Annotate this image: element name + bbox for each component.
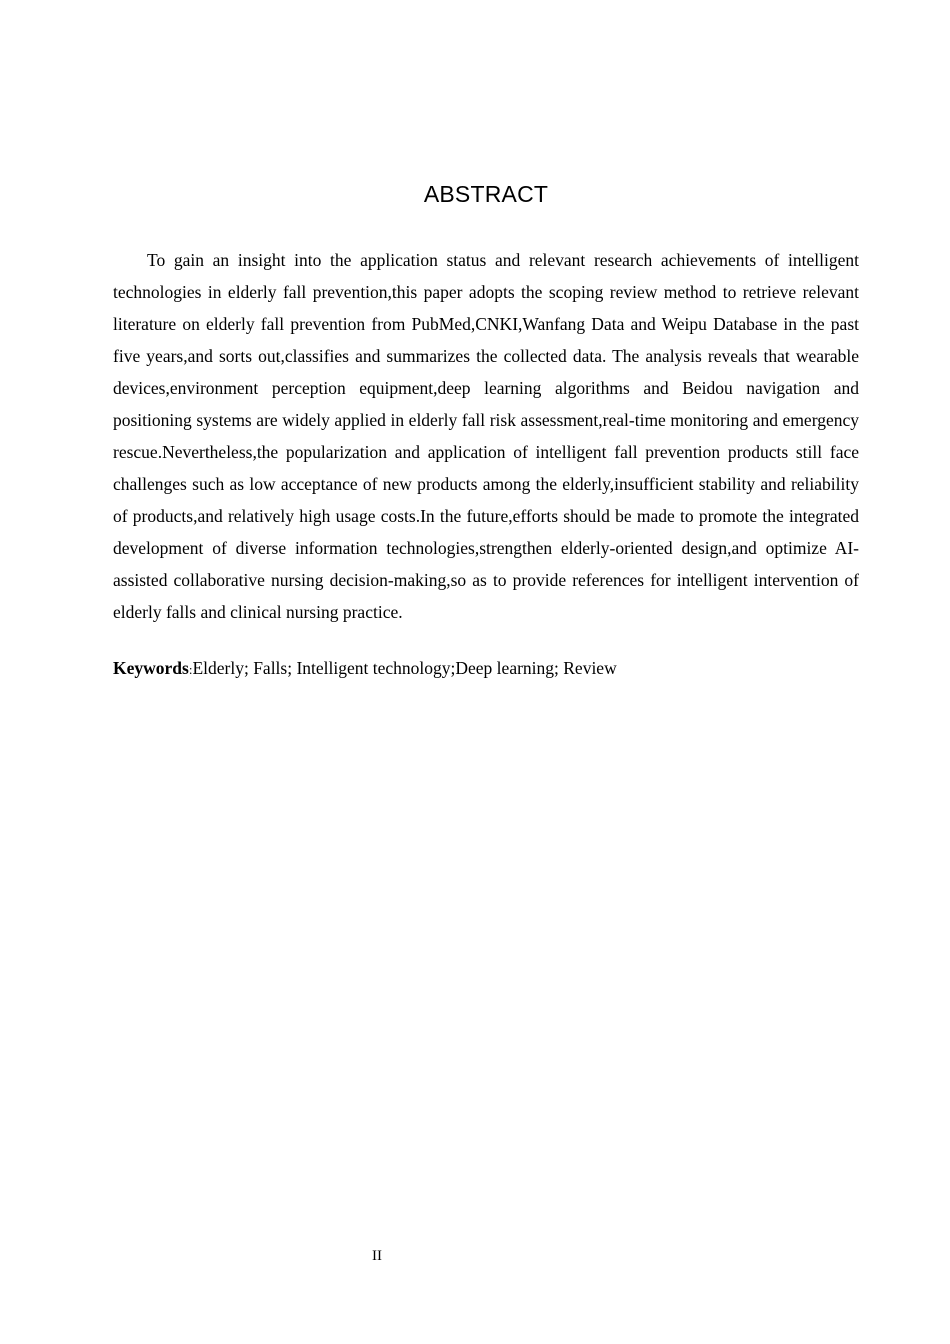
keywords-list: Elderly; Falls; Intelligent technology;Deep learning; Review [192, 658, 617, 678]
keywords-separator: : [188, 662, 193, 677]
keywords-line [113, 655, 859, 683]
abstract-title: ABSTRACT [423, 181, 549, 207]
keywords-label: Keywords [113, 658, 189, 678]
page-number: II [372, 1248, 382, 1264]
abstract-body: To gain an insight into the application status and relevant research achievements of intelligent technologies in elderly fall prevention,this paper adopts the scoping review method to retrieve relevant literature on elderly fall prevention from PubMed,CNKI,Wanfang Data and Weipu Database in the past five years,and sorts out,classifies and summarizes the collected data. The analysis reveals that wearable devices,environment perception equipment,deep learning algorithms and Beidou navigation and positioning systems are widely applied in elderly fall risk assessment,real-time monitoring and emergency rescue.Nevertheless,the popularization and application of intelligent fall prevention products still face challenges such as low acceptance of new products among the elderly,insufficient stability and reliability of products,and relatively high usage costs.In the future,efforts should be made to promote the integrated development of diverse information technologies,strengthen elderly-oriented design,and optimize AI-assisted collaborative nursing decision-making,so as to provide references for intelligent intervention of elderly falls and clinical nursing practice. [113, 250, 859, 622]
